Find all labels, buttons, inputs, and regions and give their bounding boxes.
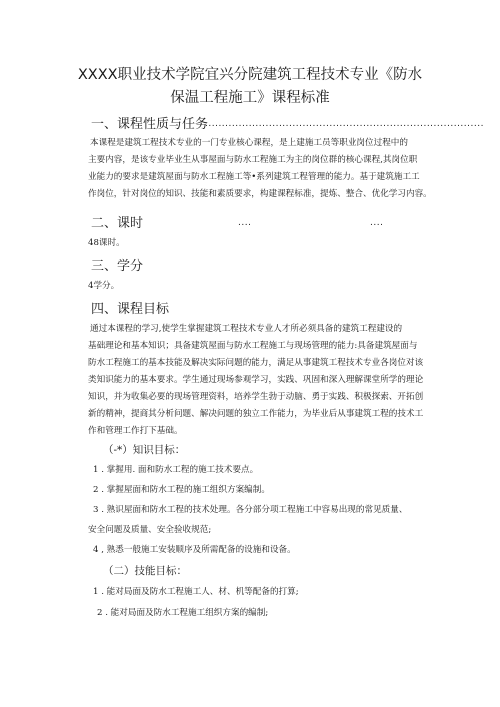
title-line-2: 保温工程施工》课程标准 <box>170 90 330 106</box>
section-3-heading: 三、学分 <box>91 259 144 274</box>
section-4-line-4: 类知识能力的基本要求。学生通过现场参观学习，实践、巩固和深入理解课堂所学的理论 <box>88 375 424 385</box>
section-2-heading: 二、课时 <box>91 216 144 231</box>
section-1-line-2: 主要内容，是该专业毕业生从事屋面与防水工程施工为主的岗位群的核心课程,其岗位职 <box>88 155 418 165</box>
skill-goals-heading: （二）技能目标： <box>103 565 187 577</box>
section-4-line-6: 新的精神，提商其分析问题、解决问题的独立工作能力，为毕业后从事建筑工程的技术工 <box>88 409 424 419</box>
section-4-line-2: 基础理论和基本知识；具备建筑屋面与防水工程施工与现场管理的能力:具备建筑屋面与 <box>88 341 418 351</box>
title-line-1: XXXX职业技术学院宜兴分院建筑工程技术专业《防水 <box>77 67 423 83</box>
section-1-line-3: 业能力的要求是建筑屋面与防水工程施工等•系列建筑工程管理的能力。基于建筑施工工 <box>88 172 420 182</box>
section-2-dots-2: .... <box>370 218 384 228</box>
section-2-dots-1: .... <box>238 218 252 228</box>
section-4-line-1: 通过本课程的学习,使学生掌握建筑工程技术专业人才所必须具备的建筑工程建设的 <box>90 324 403 334</box>
knowledge-item-1: 1 . 掌握用. 面和防水工程的施工技术要点。 <box>93 465 259 475</box>
section-1-line-4: 作岗位，针对岗位的知识、技能和素质要求，构建课程标准，提炼、整合、优化学习内容。 <box>88 189 432 199</box>
skill-item-2: 2 . 能对局面及防水工程施工组织方案的编制; <box>97 608 269 618</box>
section-4-heading: 四、课程目标 <box>91 302 170 317</box>
skill-item-1: 1 . 能对局面及防水工程施工人、材、机等配备的打算; <box>93 587 299 597</box>
section-3-text: 4学分。 <box>88 281 120 291</box>
section-2-text: 48课时。 <box>88 238 125 248</box>
knowledge-goals-heading: （-*）知识目标： <box>103 444 186 456</box>
document-title <box>40 64 460 110</box>
section-1-heading: 一、课程性质与任务 <box>91 117 209 132</box>
section-1-leader: ................................................................................... <box>205 119 484 129</box>
section-4-line-3: 防水工程施工的基本技能及解决实际问题的能力，满足从事建筑工程技术专业各岗位对该 <box>88 358 424 368</box>
section-4-line-7: 作和管理工作打下基础。 <box>88 426 183 436</box>
knowledge-item-4: 4 , 熟悉一般施工安装顺序及所需配备的设施和设备。 <box>93 545 296 555</box>
knowledge-item-3: 3 . 熟识屋面和防水工程的技术处理。各分部分项工程施工中容易出现的常见质量、 <box>93 505 408 515</box>
section-4-line-5: 知识，并为收集必要的现场管理资料，培养学生勃于动脑、勇于实践、积极探索、开拓创 <box>88 392 424 402</box>
knowledge-item-2: 2 . 掌握屋面和防水工程的施工组织方案编制。 <box>93 485 270 495</box>
knowledge-item-3-cont: 安全问题及质量、安全验收规范; <box>88 525 212 535</box>
section-1-line-1: 本课程是建筑工程技术专业的一门专业核心课程，是上建施工员等职业岗位过程中的 <box>90 138 408 148</box>
